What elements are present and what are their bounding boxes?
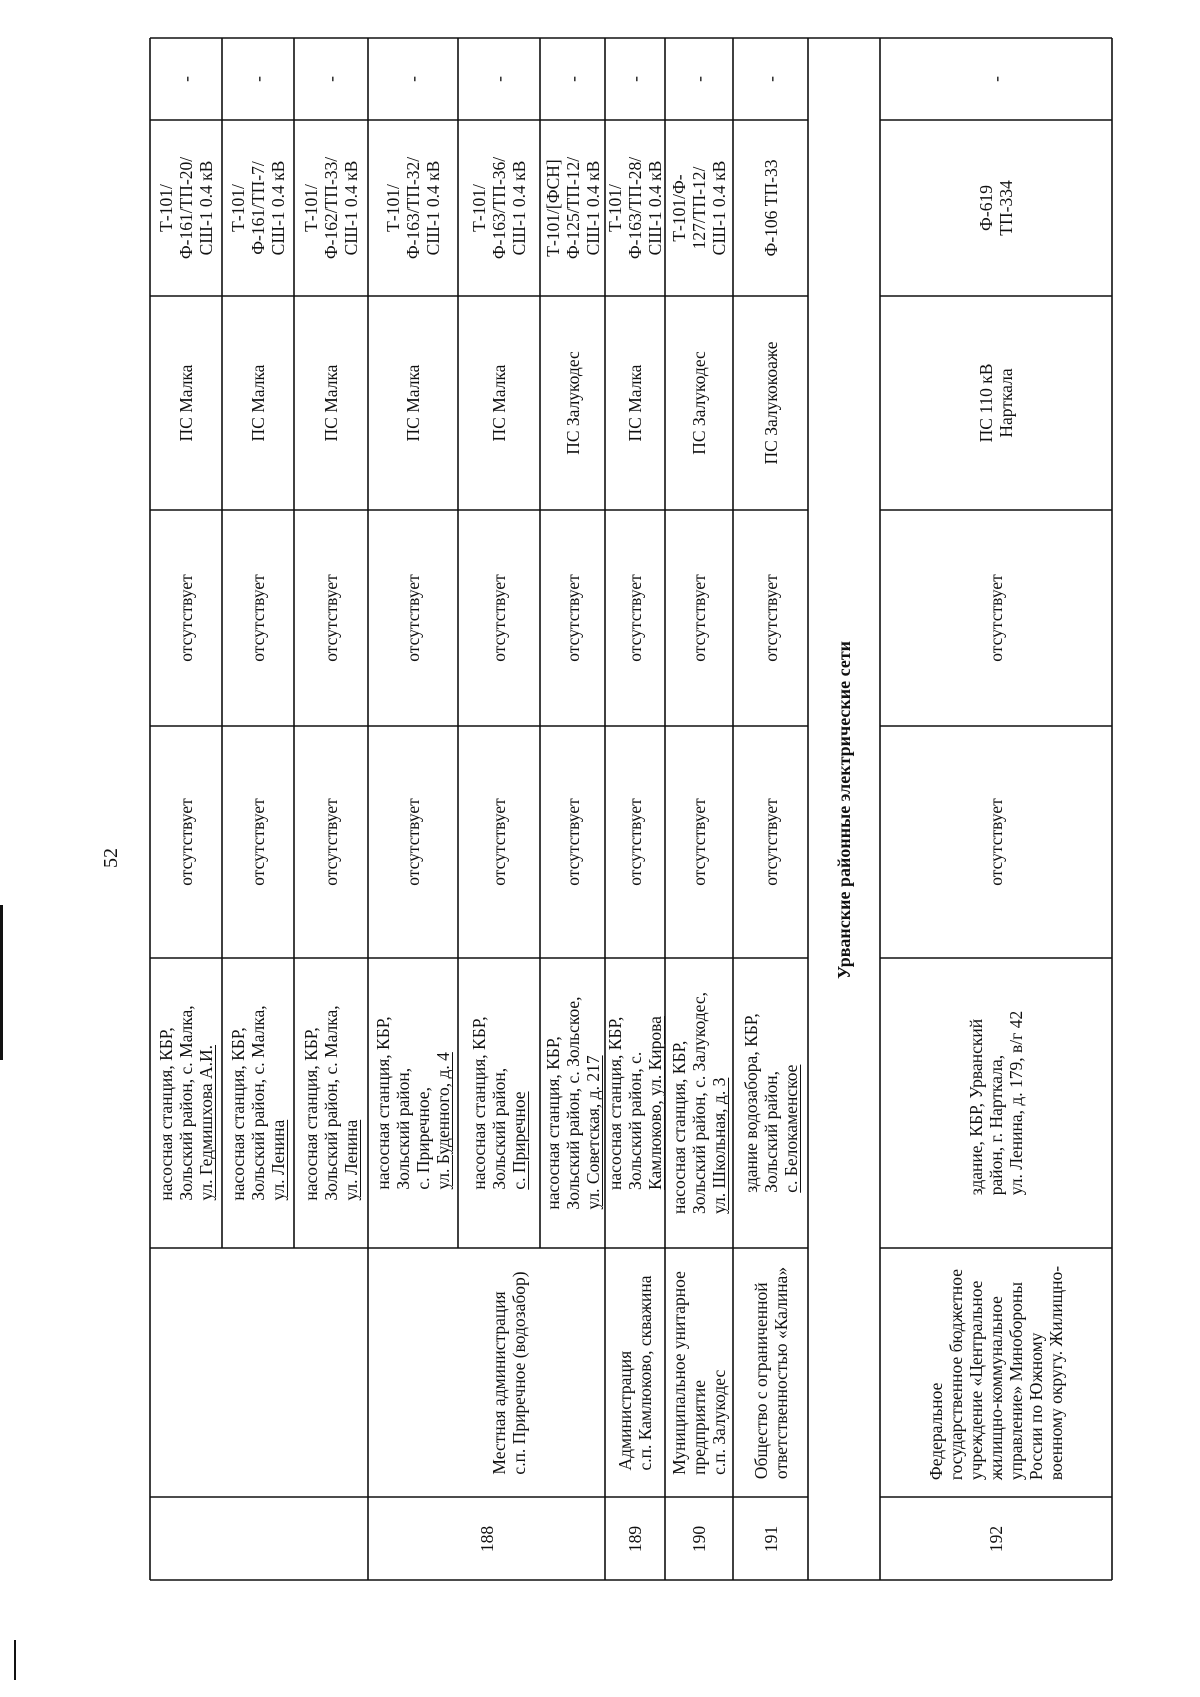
status-cell-a: отсутствует [489, 798, 509, 886]
status-cell-b: отсутствует [625, 574, 645, 662]
row-number: 189 [625, 1525, 645, 1552]
substation-cell [321, 365, 341, 442]
substation-cell [625, 365, 645, 442]
object-address-cell-line: здание, КБР, Урванский [966, 1018, 986, 1196]
feeder-cell-line: Т-101/ [469, 184, 489, 232]
row-number: 192 [986, 1525, 1006, 1552]
object-address-cell-line: насосная станция, КБР, [156, 1027, 176, 1201]
substation-cell [976, 364, 1016, 443]
status-cell-a: отсутствует [403, 798, 423, 886]
dash-cell: - [489, 76, 509, 82]
owner-cell-line: ответственностью «Калина» [770, 1266, 791, 1479]
feeder-cell-line: СШ-1 0.4 кВ [645, 160, 665, 256]
feeder-cell-line: Ф-106 ТП-33 [760, 159, 781, 257]
feeder-cell-line: Т-101/Ф- [669, 174, 689, 242]
binding-mark [0, 905, 3, 1060]
substation-cell-line: ПС Малка [403, 364, 423, 442]
substation-cell [489, 365, 509, 442]
status-cell-b: отсутствует [689, 574, 709, 662]
feeder-cell-line: ТП-334 [996, 180, 1016, 236]
object-address-cell-line: Зольский район, [489, 1067, 509, 1190]
status-cell-b: отсутствует [321, 574, 341, 662]
substation-cell [563, 351, 583, 455]
feeder-cell-line: СШ-1 0.4 кВ [709, 160, 729, 256]
dash-cell: - [689, 76, 709, 82]
object-address-cell-line: Зольский район, [760, 1070, 781, 1193]
object-address-cell-line: насосная станция, КБР, [228, 1027, 248, 1201]
owner-cell-line: Муниципальное унитарное [669, 1270, 689, 1475]
object-address-cell-line: Зольский район, с. [625, 1051, 645, 1190]
feeder-cell [761, 160, 781, 257]
object-address-cell-line: ул. Гедмишхова А.И. [196, 1044, 216, 1201]
feeder-cell-line: СШ-1 0.4 кВ [423, 160, 443, 256]
feeder-cell-line: Ф-619 [976, 185, 996, 231]
object-address-cell-line: насосная станция, КБР, [301, 1027, 321, 1201]
owner-cell-line: учреждение «Центральное [966, 1280, 986, 1480]
object-address-cell-line: ул. Ленина [268, 1119, 288, 1201]
status-cell-b: отсутствует [248, 574, 268, 662]
substation-cell-line: ПС Малка [176, 364, 196, 442]
status-cell-b: отсутствует [986, 574, 1006, 662]
status-cell-b: отсутствует [403, 574, 423, 662]
substation-cell-line: ПС Малка [321, 364, 341, 442]
feeder-cell-line: Ф-161/ТП-7/ [248, 161, 268, 255]
substation-cell [689, 351, 709, 455]
object-address-cell [543, 996, 603, 1209]
object-address-cell-line: насосная станция, КБР, [469, 1016, 489, 1190]
binding-mark-lower [14, 1640, 16, 1680]
dash-cell: - [625, 76, 645, 82]
owner-cell [489, 1271, 529, 1474]
object-address-cell-line: Зольский район, [393, 1067, 413, 1190]
owner-cell-line: Федеральное [926, 1382, 946, 1480]
substation-cell-line: ПС 110 кВ [976, 363, 996, 443]
feeder-cell [605, 157, 665, 259]
substation-cell [248, 365, 268, 442]
row-number: 191 [760, 1525, 781, 1552]
owner-cell-line: жилищно-коммунальное [986, 1295, 1006, 1480]
substation-cell-line: ПС Малка [489, 364, 509, 442]
dash-cell: - [176, 76, 196, 82]
dash-cell: - [403, 76, 423, 82]
object-address-cell-line: с. Приречное, [413, 1087, 433, 1190]
status-cell-a: отсутствует [986, 798, 1006, 886]
feeder-cell [383, 157, 443, 259]
owner-cell [926, 1265, 1066, 1479]
dash-cell: - [562, 76, 583, 82]
feeder-cell-line: СШ-1 0.4 кВ [509, 160, 529, 256]
feeder-cell-line: Т-101/ [301, 184, 321, 232]
status-cell-a: отсутствует [248, 798, 268, 886]
owner-cell-line: управление» Минобороны [1006, 1281, 1026, 1480]
object-address-cell [156, 1005, 216, 1200]
feeder-cell-line: Т-101/ [605, 184, 625, 232]
substation-cell [176, 365, 196, 442]
feeder-cell [976, 180, 1016, 235]
owner-cell-line: России по Южному [1026, 1332, 1046, 1480]
owner-cell-line: государственное бюджетное [946, 1268, 966, 1480]
object-address-cell-line: с. Приречное [509, 1091, 529, 1190]
substation-cell-line: ПС Залукодес [689, 351, 709, 455]
dash-cell: - [760, 76, 781, 82]
dash-cell: - [248, 76, 268, 82]
object-address-cell-line: насосная станция, КБР, [669, 1040, 689, 1214]
object-address-cell-line: Зольский район, с. Зольское, [562, 996, 583, 1210]
object-address-cell [469, 1016, 529, 1189]
object-address-cell [605, 1016, 665, 1190]
status-cell-a: отсутствует [562, 798, 583, 886]
status-cell-a: отсутствует [625, 798, 645, 886]
substation-cell [761, 342, 781, 465]
substation-cell-line: Нарткала [996, 368, 1016, 438]
owner-cell [615, 1275, 655, 1470]
object-address-cell-line: ул. Советская, д. 217 [582, 1055, 603, 1210]
owner-cell-line: военному округу. Жилищно- [1046, 1265, 1066, 1480]
page-number: 52 [100, 848, 122, 868]
feeder-cell [543, 157, 603, 259]
row-number: 188 [476, 1525, 497, 1552]
status-cell-b: отсутствует [489, 574, 509, 662]
feeder-cell-line: СШ-1 0.4 кВ [341, 160, 361, 256]
object-address-cell-line: насосная станция, КБР, [605, 1016, 625, 1190]
status-cell-a: отсутствует [321, 798, 341, 886]
substation-cell-line: ПС Залукодес [562, 351, 583, 455]
object-address-cell [966, 1011, 1026, 1195]
owner-cell-line: Администрация [615, 1350, 635, 1471]
object-address-cell [741, 1013, 801, 1192]
owner-cell-line: с.п. Залукодес [709, 1369, 729, 1475]
feeder-cell-line: Ф-163/ТП-28/ [625, 156, 645, 260]
object-address-cell-line: насосная станция, КБР, [542, 1036, 563, 1210]
status-cell-a: отсутствует [760, 798, 781, 886]
object-address-cell-line: ул. Ленина, д. 179, в/г 42 [1006, 1010, 1026, 1196]
substation-cell-line: ПС Залукокоаже [760, 341, 781, 465]
feeder-cell [228, 161, 288, 256]
substation-cell [403, 365, 423, 442]
object-address-cell-line: район, г. Нарткала, [986, 1054, 1006, 1196]
object-address-cell-line: ул. Ленина [341, 1119, 361, 1201]
feeder-cell-line: Ф-161/ТП-20/ [176, 156, 196, 260]
feeder-cell-line: Т-101/ [228, 184, 248, 232]
object-address-cell [228, 1005, 288, 1200]
object-address-cell [669, 992, 729, 1214]
object-address-cell-line: Зольский район, с. Малка, [176, 1005, 196, 1201]
feeder-cell-line: СШ-1 0.4 кВ [268, 160, 288, 256]
section-title: Урванские районные электрические сети [834, 640, 854, 980]
owner-cell-line: с.п. Камлюково, скважина [635, 1274, 655, 1471]
object-address-cell [301, 1005, 361, 1200]
owner-cell [669, 1271, 729, 1475]
object-address-cell-line: Зольский район, с. Малка, [248, 1005, 268, 1201]
object-address-cell-line: ул. Школьная, д. 3 [709, 1077, 729, 1214]
feeder-cell-line: Т-101/ [383, 184, 403, 232]
object-address-cell-line: с. Белокаменское [780, 1064, 801, 1193]
owner-cell-line: с.п. Приречное (водозабор) [508, 1270, 529, 1475]
status-cell-b: отсутствует [760, 574, 781, 662]
owner-cell-line: предприятие [689, 1379, 709, 1475]
feeder-cell [156, 157, 216, 259]
feeder-cell-line: Ф-162/ТП-33/ [321, 156, 341, 260]
feeder-cell-line: СШ-1 0.4 кВ [196, 160, 216, 256]
status-cell-a: отсутствует [176, 798, 196, 886]
feeder-cell [469, 157, 529, 259]
feeder-cell-line: Т-101/[ФСН] [542, 159, 563, 257]
object-address-cell-line: ул. Буденного, д. 4 [433, 1052, 453, 1190]
owner-cell-line: Местная администрация [488, 1290, 509, 1475]
feeder-cell-line: СШ-1 0.4 кВ [582, 160, 603, 256]
feeder-cell-line: 127/ТП-12/ [689, 166, 709, 250]
feeder-cell-line: Ф-163/ТП-36/ [489, 156, 509, 260]
object-address-cell [373, 1016, 453, 1189]
owner-cell [751, 1266, 791, 1478]
object-address-cell-line: насосная станция, КБР, [373, 1016, 393, 1190]
owner-cell-line: Общество с ограниченной [750, 1281, 771, 1479]
object-address-cell-line: Зольский район, с. Малка, [321, 1005, 341, 1201]
feeder-cell-line: Ф-125/ТП-12/ [562, 156, 583, 260]
object-address-cell-line: здание водозабора, КБР, [740, 1013, 761, 1193]
object-address-cell-line: Камлюково, ул. Кирова [645, 1016, 665, 1190]
substation-cell-line: ПС Малка [625, 364, 645, 442]
dash-cell: - [986, 76, 1006, 82]
row-number: 190 [689, 1525, 709, 1552]
substation-cell-line: ПС Малка [248, 364, 268, 442]
feeder-cell-line: Т-101/ [156, 184, 176, 232]
object-address-cell-line: Зольский район, с. Залукодес, [689, 992, 709, 1214]
feeder-cell-line: Ф-163/ТП-32/ [403, 156, 423, 260]
status-cell-a: отсутствует [689, 798, 709, 886]
feeder-cell [301, 157, 361, 259]
status-cell-b: отсутствует [562, 574, 583, 662]
dash-cell: - [321, 76, 341, 82]
status-cell-b: отсутствует [176, 574, 196, 662]
feeder-cell [669, 161, 729, 256]
